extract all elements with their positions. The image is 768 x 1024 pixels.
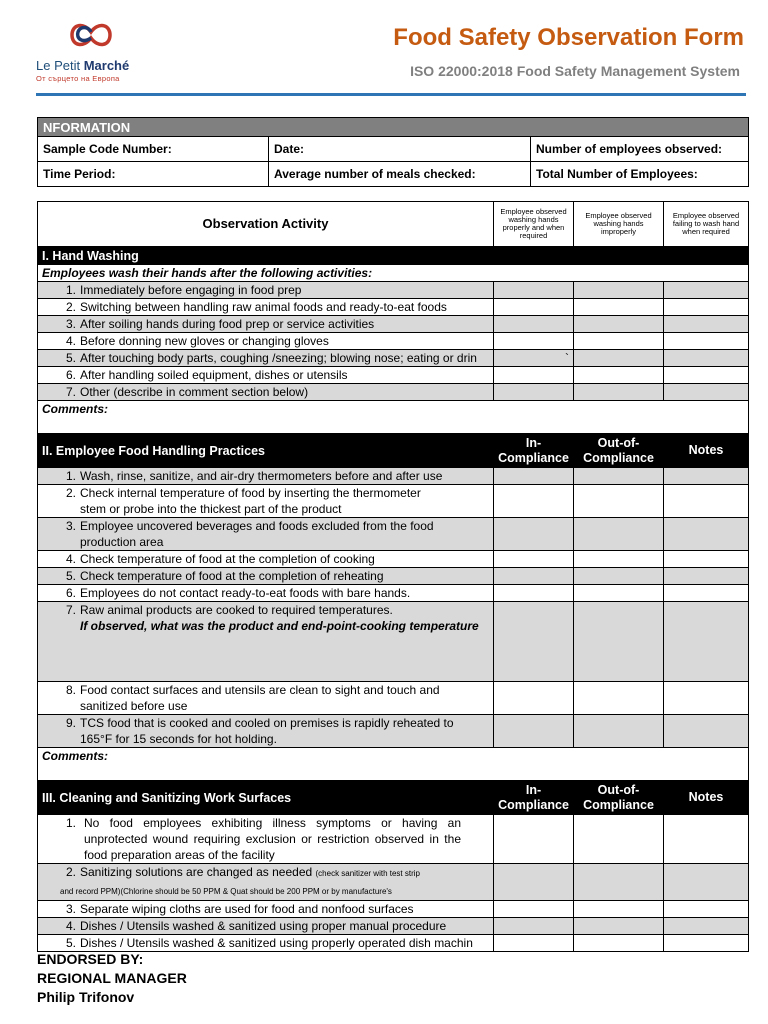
- hand-washing-intro: Employees wash their hands after the following activities:: [38, 265, 749, 282]
- header-divider: [36, 93, 746, 96]
- col-improper-header: Employee observed washing hands improperly: [574, 202, 664, 247]
- out-compliance-header: Out-of-Compliance: [574, 781, 664, 815]
- table-row: 5. After touching body parts, coughing /sneezing; blowing nose; eating or drin `: [38, 350, 749, 367]
- table-row: 4. Dishes / Utensils washed & sanitized using proper manual procedure: [38, 918, 749, 935]
- heart-logo-icon: [66, 18, 116, 52]
- comments-field[interactable]: Comments:: [38, 748, 749, 781]
- col-failing-header: Employee observed failing to wash hand when required: [664, 202, 749, 247]
- total-employees-field[interactable]: Total Number of Employees:: [531, 162, 749, 187]
- in-compliance-header: In-Compliance: [494, 781, 574, 815]
- table-row: 6. Employees do not contact ready-to-eat foods with bare hands.: [38, 585, 749, 602]
- out-compliance-header: Out-of-Compliance: [574, 434, 664, 468]
- col-proper-header: Employee observed washing hands properly and when required: [494, 202, 574, 247]
- notes-header: Notes: [664, 434, 749, 468]
- table-row: 8. Food contact surfaces and utensils are clean to sight and touch and sanitized before use: [38, 682, 749, 715]
- company-logo: [36, 18, 156, 88]
- date-field[interactable]: Date:: [269, 137, 531, 162]
- section-food-handling: II. Employee Food Handling Practices: [38, 434, 494, 468]
- employees-observed-field[interactable]: Number of employees observed:: [531, 137, 749, 162]
- table-row: 7. Raw animal products are cooked to required temperatures. If observed, what was the product and end-point-cooking temperature: [38, 602, 749, 682]
- section-hand-washing: I. Hand Washing: [38, 247, 749, 265]
- information-table: [37, 117, 749, 187]
- section-cleaning-sanitizing: III. Cleaning and Sanitizing Work Surfaces: [38, 781, 494, 815]
- endorsed-by-label: ENDORSED BY:: [37, 951, 144, 967]
- table-row: 4. Check temperature of food at the completion of cooking: [38, 551, 749, 568]
- table-row: 4. Before donning new gloves or changing gloves: [38, 333, 749, 350]
- table-row: 5. Dishes / Utensils washed & sanitized using properly operated dish machin: [38, 935, 749, 952]
- form-subtitle: ISO 22000:2018 Food Safety Management System: [410, 63, 740, 79]
- table-row: 7. Other (describe in comment section below): [38, 384, 749, 401]
- table-row: 1. No food employees exhibiting illness symptoms or having an unprotected wound requiring exclusion or restriction observed in the food preparation areas of the facility: [38, 815, 749, 864]
- brand-tagline: От сърцето на Европа: [36, 74, 120, 83]
- regional-manager-label: REGIONAL MANAGER: [37, 970, 187, 986]
- notes-header: Notes: [664, 781, 749, 815]
- observation-activity-header: Observation Activity: [38, 202, 494, 247]
- observation-table: [37, 201, 749, 952]
- table-row: 9. TCS food that is cooked and cooled on premises is rapidly reheated to 165°F for 15 seconds for hot holding.: [38, 715, 749, 748]
- in-compliance-header: In-Compliance: [494, 434, 574, 468]
- table-row: 2. Switching between handling raw animal foods and ready-to-eat foods: [38, 299, 749, 316]
- meals-checked-field[interactable]: Average number of meals checked:: [269, 162, 531, 187]
- sample-code-field[interactable]: Sample Code Number:: [38, 137, 269, 162]
- table-row: 3. Employee uncovered beverages and foods excluded from the food production area: [38, 518, 749, 551]
- table-row: 1. Wash, rinse, sanitize, and air-dry thermometers before and after use: [38, 468, 749, 485]
- comments-field[interactable]: Comments:: [38, 401, 749, 434]
- form-title: Food Safety Observation Form: [393, 24, 744, 51]
- time-period-field[interactable]: Time Period:: [38, 162, 269, 187]
- manager-name: Philip Trifonov: [37, 989, 135, 1005]
- table-row: 6. After handling soiled equipment, dishes or utensils: [38, 367, 749, 384]
- information-heading: NFORMATION: [38, 118, 749, 137]
- table-row: 2. Check internal temperature of food by inserting the thermometer stem or probe into the thickest part of the product: [38, 485, 749, 518]
- table-row: 2. Sanitizing solutions are changed as needed (check sanitizer with test strip and record PPM)(Chlorine should be 50 PPM & Quat should be 200 PPM or by manufacture's: [38, 864, 749, 901]
- endorsement-block: [37, 950, 187, 1007]
- tick-mark: `: [565, 351, 569, 365]
- brand-name: Le Petit Marché: [36, 58, 130, 73]
- table-row: 3. After soiling hands during food prep or service activities: [38, 316, 749, 333]
- table-row: 1. Immediately before engaging in food prep: [38, 282, 749, 299]
- table-row: 5. Check temperature of food at the completion of reheating: [38, 568, 749, 585]
- table-row: 3. Separate wiping cloths are used for food and nonfood surfaces: [38, 901, 749, 918]
